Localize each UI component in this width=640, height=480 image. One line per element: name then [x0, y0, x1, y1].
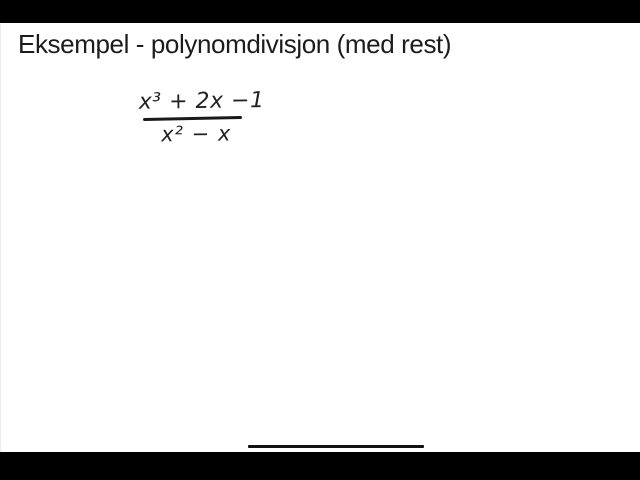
slide-area — [0, 23, 640, 452]
top-letterbox-bar — [0, 0, 640, 23]
fraction-bar — [142, 116, 241, 121]
bottom-letterbox-bar — [0, 452, 640, 480]
fraction-numerator: x³ + 2x −1 — [138, 87, 265, 115]
math-fraction — [138, 87, 265, 146]
slide-title: Eksempel - polynomdivisjon (med rest) — [18, 29, 452, 59]
divider-line — [248, 445, 424, 448]
fraction-denominator: x² − x — [160, 120, 232, 146]
